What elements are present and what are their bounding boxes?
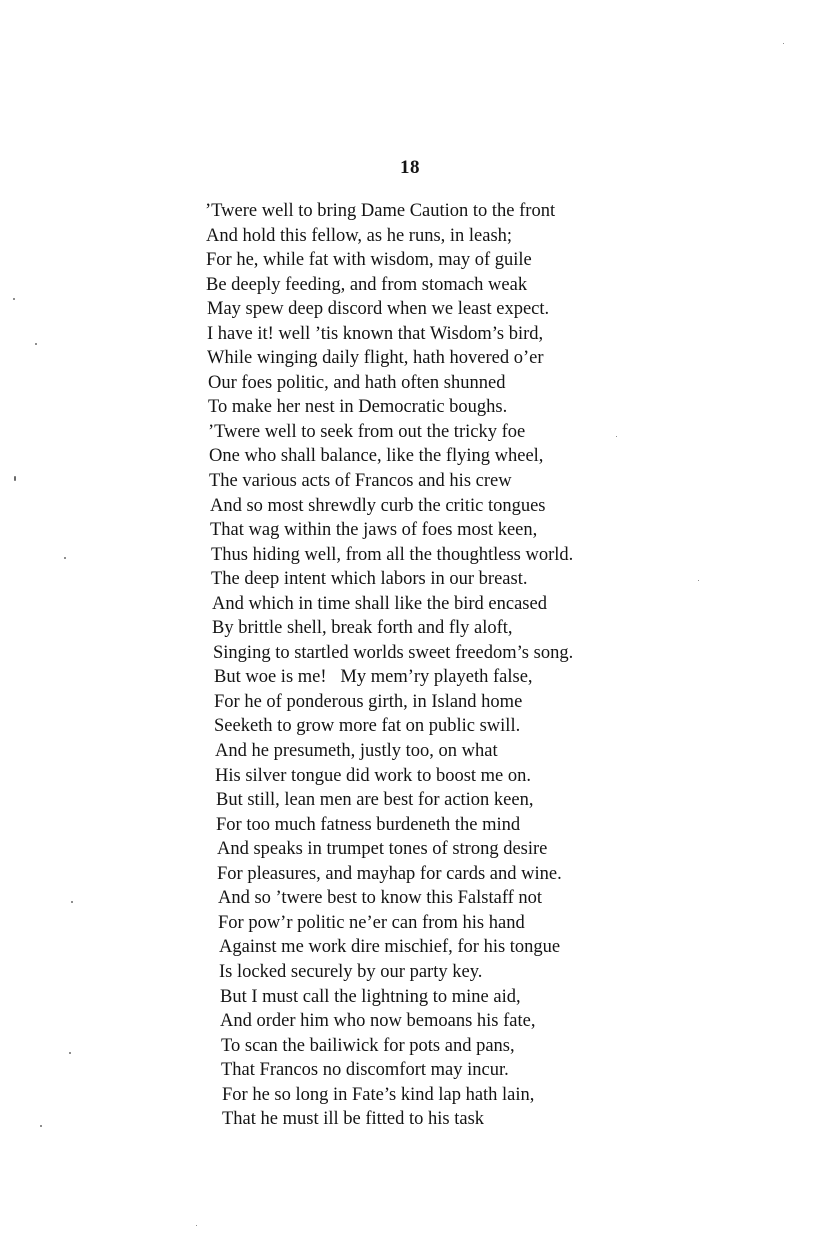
scan-speck	[69, 1052, 71, 1054]
scan-speck	[71, 901, 73, 903]
poem-line: Against me work dire mischief, for his tongue	[219, 937, 561, 958]
poem-line: And order him who now bemoans his fate,	[220, 1011, 536, 1032]
scan-speck	[616, 436, 617, 437]
scan-speck	[13, 298, 15, 300]
poem-line: But I must call the lightning to mine aid,	[220, 986, 521, 1007]
poem-line: But woe is me! My mem’ry playeth false,	[214, 667, 533, 688]
poem-line: Is locked securely by our party key.	[219, 961, 483, 982]
poem-line: Singing to startled worlds sweet freedom’s song.	[213, 642, 574, 663]
poem-line: For pleasures, and mayhap for cards and wine.	[217, 863, 562, 884]
poem-line: By brittle shell, break forth and fly aloft,	[212, 618, 513, 639]
poem-line: The various acts of Francos and his crew	[209, 471, 512, 492]
poem-line: But still, lean men are best for action keen,	[216, 790, 534, 811]
scan-speck	[698, 580, 699, 581]
poem-line: And so ’twere best to know this Falstaff not	[218, 888, 543, 909]
poem-line: That Francos no discomfort may incur.	[221, 1060, 509, 1081]
poem-line: May spew deep discord when we least expect.	[207, 299, 550, 320]
scan-speck	[64, 557, 66, 559]
poem-line: For he, while fat with wisdom, may of guile	[206, 250, 532, 271]
poem-line: The deep intent which labors in our breast.	[211, 569, 528, 590]
poem-line: For too much fatness burdeneth the mind	[216, 814, 521, 835]
poem-line: And so most shrewdly curb the critic tongues	[210, 495, 546, 516]
poem-line: For he so long in Fate’s kind lap hath lain,	[222, 1084, 535, 1105]
poem-line: And which in time shall like the bird encased	[212, 593, 547, 614]
poem-line: ’Twere well to bring Dame Caution to the front	[205, 201, 556, 221]
scan-speck	[40, 1125, 42, 1127]
poem-body	[205, 199, 805, 1132]
poem-line: I have it! well ’tis known that Wisdom’s bird,	[207, 323, 544, 344]
poem-line: And speaks in trumpet tones of strong desire	[217, 839, 548, 860]
scan-speck	[35, 343, 37, 345]
scan-speck	[14, 476, 16, 481]
poem-line: That wag within the jaws of foes most keen,	[210, 520, 538, 541]
poem-line: Be deeply feeding, and from stomach weak	[206, 274, 528, 295]
poem-line: And hold this fellow, as he runs, in leash;	[206, 225, 513, 246]
poem-line: Seeketh to grow more fat on public swill.	[214, 716, 521, 737]
poem-line: One who shall balance, like the flying wheel,	[209, 446, 544, 467]
poem-line: For pow’r politic ne’er can from his hand	[218, 912, 525, 933]
poem-line: His silver tongue did work to boost me on.	[215, 765, 532, 786]
poem-line: And he presumeth, justly too, on what	[215, 741, 498, 762]
poem-line: While winging daily flight, hath hovered o’er	[207, 348, 544, 369]
poem-line: Our foes politic, and hath often shunned	[208, 372, 506, 393]
poem-line: Thus hiding well, from all the thoughtless world.	[211, 544, 574, 565]
poem-line: ’Twere well to seek from out the tricky foe	[208, 421, 526, 442]
poem-line: To scan the bailiwick for pots and pans,	[221, 1035, 515, 1056]
poem-line: To make her nest in Democratic boughs.	[208, 397, 508, 418]
scan-speck	[783, 43, 784, 44]
scan-speck	[196, 1225, 197, 1226]
poem-line: For he of ponderous girth, in Island home	[214, 691, 523, 712]
page-number: 18	[400, 157, 420, 178]
poem-line: That he must ill be fitted to his task	[222, 1109, 485, 1130]
